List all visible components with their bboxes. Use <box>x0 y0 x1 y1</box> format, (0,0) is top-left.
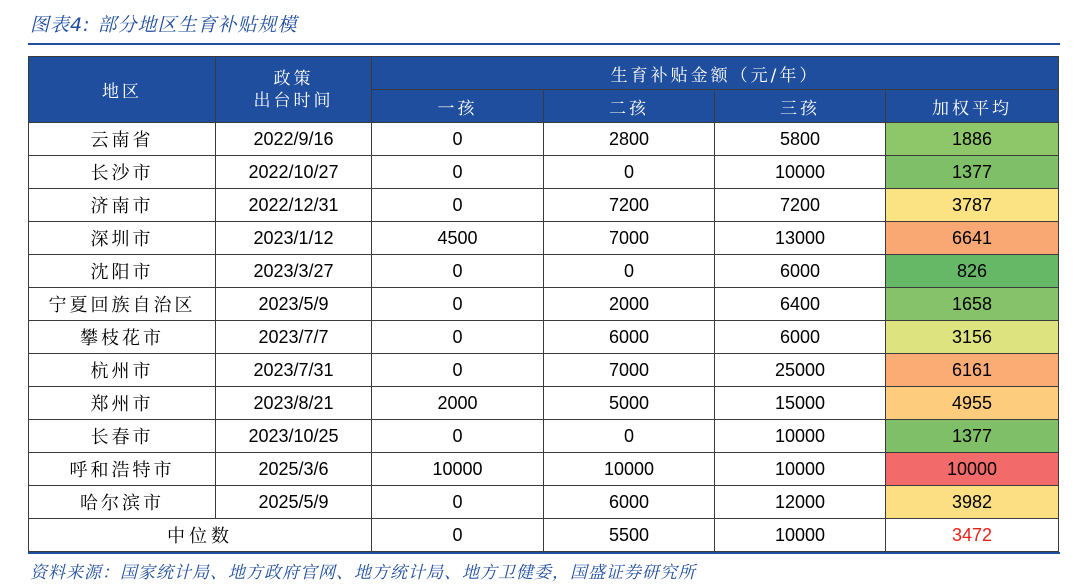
table-row <box>29 387 1059 420</box>
weighted-avg-cell: 1377 <box>886 156 1059 189</box>
table-header <box>29 57 1059 123</box>
child1-cell: 2000 <box>372 387 544 420</box>
child1-cell: 10000 <box>372 453 544 486</box>
header-policy-line2: 出台时间 <box>253 90 334 111</box>
region-cell: 济南市 <box>29 189 216 222</box>
child3-cell: 15000 <box>715 387 886 420</box>
policy-date-cell: 2023/7/31 <box>216 354 372 387</box>
subsidy-table <box>28 56 1059 552</box>
header-child2: 二孩 <box>544 90 715 123</box>
region-cell: 杭州市 <box>29 354 216 387</box>
table-row <box>29 288 1059 321</box>
weighted-avg-cell: 3787 <box>886 189 1059 222</box>
header-region: 地区 <box>29 57 216 123</box>
region-cell: 沈阳市 <box>29 255 216 288</box>
child1-cell: 0 <box>372 189 544 222</box>
header-weighted-avg: 加权平均 <box>886 90 1059 123</box>
table-row <box>29 222 1059 255</box>
policy-date-cell: 2023/3/27 <box>216 255 372 288</box>
region-cell: 郑州市 <box>29 387 216 420</box>
child3-cell: 13000 <box>715 222 886 255</box>
table-row <box>29 486 1059 519</box>
weighted-avg-cell: 4955 <box>886 387 1059 420</box>
child1-cell: 0 <box>372 354 544 387</box>
title-rule <box>28 43 1060 45</box>
policy-date-cell: 2022/12/31 <box>216 189 372 222</box>
child2-cell: 2800 <box>544 123 715 156</box>
child3-cell: 7200 <box>715 189 886 222</box>
child2-cell: 0 <box>544 420 715 453</box>
weighted-avg-cell: 826 <box>886 255 1059 288</box>
child3-cell: 12000 <box>715 486 886 519</box>
child3-cell: 10000 <box>715 156 886 189</box>
source-note: 资料来源：国家统计局、地方政府官网、地方统计局、地方卫健委，国盛证券研究所 <box>30 563 696 583</box>
region-cell: 深圳市 <box>29 222 216 255</box>
child2-cell: 2000 <box>544 288 715 321</box>
policy-date-cell: 2023/10/25 <box>216 420 372 453</box>
table-row <box>29 321 1059 354</box>
policy-date-cell: 2025/5/9 <box>216 486 372 519</box>
child2-cell: 7200 <box>544 189 715 222</box>
child2-cell: 6000 <box>544 486 715 519</box>
header-child3: 三孩 <box>715 90 886 123</box>
table-row <box>29 255 1059 288</box>
policy-date-cell: 2023/5/9 <box>216 288 372 321</box>
median-row <box>29 519 1059 552</box>
region-cell: 长沙市 <box>29 156 216 189</box>
region-cell: 宁夏回族自治区 <box>29 288 216 321</box>
region-cell: 哈尔滨市 <box>29 486 216 519</box>
table-row <box>29 189 1059 222</box>
median-child2: 5500 <box>544 519 715 552</box>
median-child3: 10000 <box>715 519 886 552</box>
child1-cell: 0 <box>372 156 544 189</box>
weighted-avg-cell: 6161 <box>886 354 1059 387</box>
region-cell: 攀枝花市 <box>29 321 216 354</box>
child1-cell: 0 <box>372 123 544 156</box>
table-row <box>29 420 1059 453</box>
child2-cell: 0 <box>544 255 715 288</box>
median-child1: 0 <box>372 519 544 552</box>
policy-date-cell: 2022/10/27 <box>216 156 372 189</box>
table-row <box>29 156 1059 189</box>
region-cell: 云南省 <box>29 123 216 156</box>
policy-date-cell: 2023/8/21 <box>216 387 372 420</box>
child3-cell: 6000 <box>715 321 886 354</box>
child2-cell: 5000 <box>544 387 715 420</box>
weighted-avg-cell: 1377 <box>886 420 1059 453</box>
weighted-avg-cell: 1886 <box>886 123 1059 156</box>
header-subsidy-group: 生育补贴金额（元/年） <box>372 57 1059 90</box>
child3-cell: 5800 <box>715 123 886 156</box>
table-row <box>29 354 1059 387</box>
policy-date-cell: 2023/7/7 <box>216 321 372 354</box>
policy-date-cell: 2025/3/6 <box>216 453 372 486</box>
weighted-avg-cell: 3982 <box>886 486 1059 519</box>
header-child1: 一孩 <box>372 90 544 123</box>
child2-cell: 6000 <box>544 321 715 354</box>
table-row <box>29 453 1059 486</box>
region-cell: 呼和浩特市 <box>29 453 216 486</box>
child3-cell: 25000 <box>715 354 886 387</box>
source-rule <box>28 552 1060 554</box>
child2-cell: 7000 <box>544 222 715 255</box>
child3-cell: 6000 <box>715 255 886 288</box>
child2-cell: 7000 <box>544 354 715 387</box>
child1-cell: 4500 <box>372 222 544 255</box>
child1-cell: 0 <box>372 288 544 321</box>
policy-date-cell: 2023/1/12 <box>216 222 372 255</box>
table-row <box>29 123 1059 156</box>
median-weighted-avg: 3472 <box>886 519 1059 552</box>
child3-cell: 10000 <box>715 420 886 453</box>
region-cell: 长春市 <box>29 420 216 453</box>
child1-cell: 0 <box>372 255 544 288</box>
child3-cell: 10000 <box>715 453 886 486</box>
table-body <box>29 123 1059 519</box>
header-policy-date <box>216 57 372 123</box>
weighted-avg-cell: 6641 <box>886 222 1059 255</box>
weighted-avg-cell: 10000 <box>886 453 1059 486</box>
child2-cell: 0 <box>544 156 715 189</box>
weighted-avg-cell: 1658 <box>886 288 1059 321</box>
child3-cell: 6400 <box>715 288 886 321</box>
median-label: 中位数 <box>29 519 372 552</box>
child1-cell: 0 <box>372 321 544 354</box>
figure-title: 图表4: 部分地区生育补贴规模 <box>30 14 298 36</box>
policy-date-cell: 2022/9/16 <box>216 123 372 156</box>
weighted-avg-cell: 3156 <box>886 321 1059 354</box>
child2-cell: 10000 <box>544 453 715 486</box>
child1-cell: 0 <box>372 486 544 519</box>
header-policy-line1: 政策 <box>273 68 314 89</box>
child1-cell: 0 <box>372 420 544 453</box>
